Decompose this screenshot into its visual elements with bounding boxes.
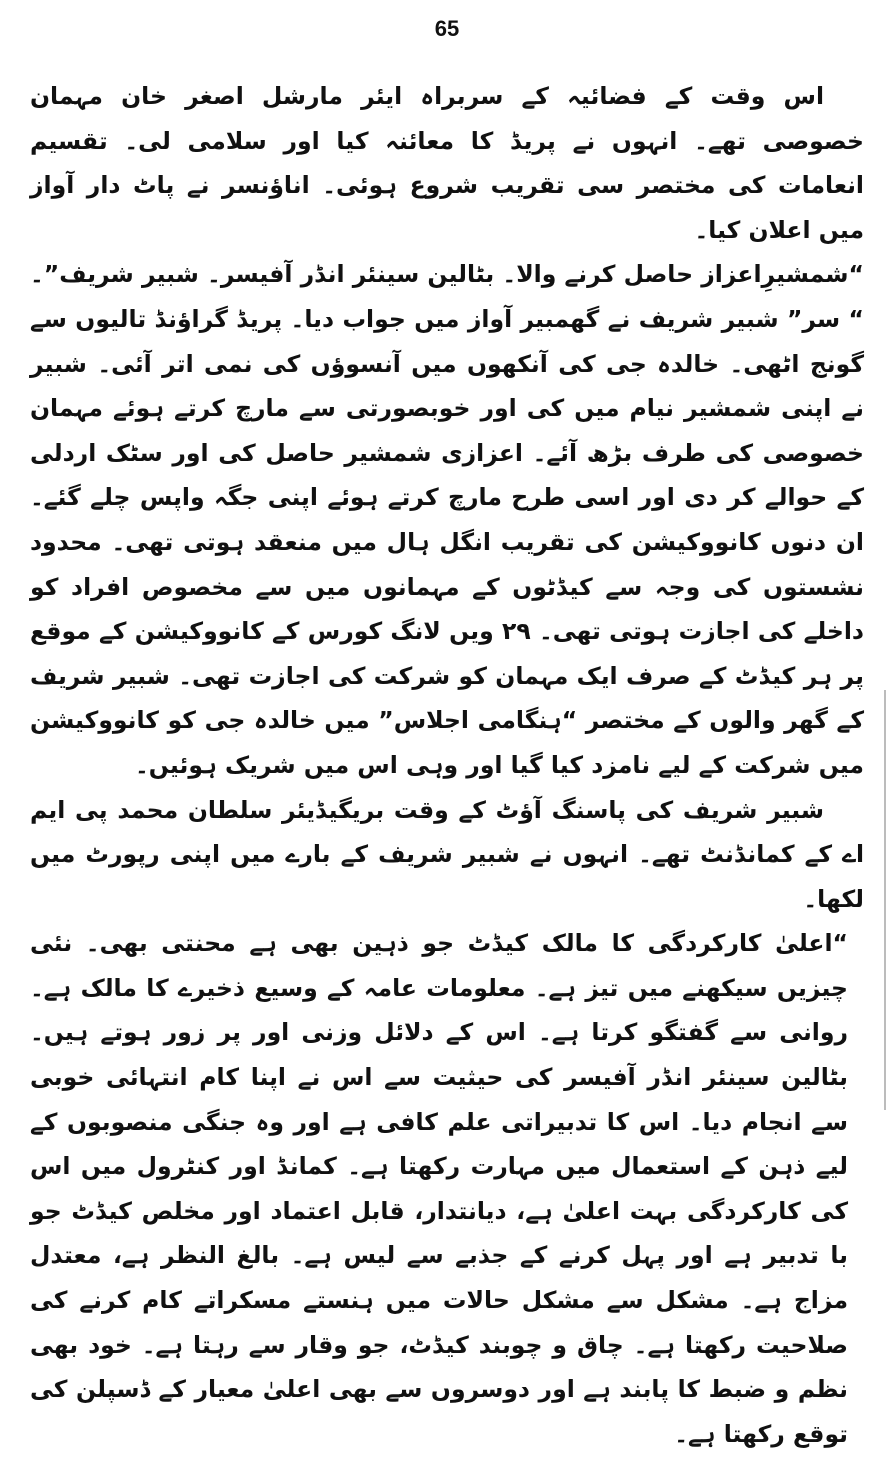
report-quote-text: “اعلیٰ کارکردگی کا مالک کیڈٹ جو ذہین بھی ہے محنتی بھی۔ نئی چیزیں سیکھنے میں تیز ہے۔ معلومات عامہ کے وسیع ذخیرے کا مالک ہے۔ روانی سے گفتگو کرتا ہے۔ اس کے دلائل وزنی اور پر زور ہوتے ہیں۔ بٹالین سینئر انڈر آفیسر کی حیثیت سے اس نے اپنا کام انتہائی خوبی سے انجام دیا۔ اس کا تدبیراتی علم کافی ہے اور وہ جنگی منصوبوں کے لیے ذہن کے استعمال میں مہارت رکھتا ہے۔ کمانڈ اور کنٹرول میں اس کی کارکردگی بہت اعلیٰ ہے، دیانتدار، قابل اعتماد اور مخلص کیڈٹ جو با تدبیر ہے اور پہل کرنے کے جذبے سے لیس ہے۔ بالغ النظر ہے، معتدل مزاج ہے۔ مشکل سے مشکل حالات میں ہنستے مسکراتے کام کرنے کی صلاحیت رکھتا ہے۔ چاق و چوبند کیڈٹ، جو وقار سے رہتا ہے۔ خود بھی نظم و ضبط کا پابند ہے اور دوسروں سے بھی اعلیٰ معیار کے ڈسپلن کی توقع رکھتا ہے۔ xyxy=(30,929,848,1448)
paragraph-commandant: شبیر شریف کی پاسنگ آؤٹ کے وقت بریگیڈیئر سلطان محمد پی ایم اے کے کمانڈنٹ تھے۔ انہوں نے شبیر شریف کے بارے میں اپنی رپورٹ میں لکھا۔ xyxy=(30,795,864,913)
announcement-line: “شمشیرِاعزاز حاصل کرنے والا۔ بٹالین سینئر انڈر آفیسر۔ شبیر شریف”۔ xyxy=(30,260,864,289)
paragraph-opening: اس وقت کے فضائیہ کے سربراہ ایئر مارشل اصغر خان مہمان خصوصی تھے۔ انہوں نے پریڈ کا معائنہ کیا اور سلامی لی۔ تقسیم انعامات کی مختصر سی تقریب شروع ہوئی۔ اناؤنسر نے پاٹ دار آواز میں اعلان کیا۔ xyxy=(30,82,864,244)
page-number: 65 xyxy=(434,16,460,41)
paragraph-ceremony: “ سر” شبیر شریف نے گھمبیر آواز میں جواب دیا۔ پریڈ گراؤنڈ تالیوں سے گونج اٹھی۔ خالدہ جی کی آنکھوں میں آنسوؤں کی نمی اتر آئی۔ شبیر نے اپنی شمشیر نیام میں کی اور خوبصورتی سے مارچ کرتے ہوئے مہمان خصوصی کی طرف بڑھ آئے۔ اعزازی شمشیر حاصل کی اور سٹک اردلی کے حوالے کر دی اور اسی طرح مارچ کرتے ہوئے اپنی جگہ واپس چلے گئے۔ ان دنوں کانووکیشن کی تقریب انگل ہال میں منعقد ہوتی تھی۔ محدود نشستوں کی وجہ سے کیڈٹوں کے مہمانوں میں سے مخصوص افراد کو داخلے کی اجازت ہوتی تھی۔ ۲۹ ویں لانگ کورس کے کانووکیشن کے موقع پر ہر کیڈٹ کے صرف ایک مہمان کو شرکت کی اجازت تھی۔ شبیر شریف کے گھر والوں کے مختصر “ہنگامی اجلاس” میں خالدہ جی کو کانووکیشن میں شرکت کے لیے نامزد کیا گیا اور وہی اس میں شریک ہوئیں۔ xyxy=(30,304,864,779)
scan-edge-shadow xyxy=(884,690,886,1110)
report-quote xyxy=(30,921,864,1456)
page-body xyxy=(30,74,864,1456)
